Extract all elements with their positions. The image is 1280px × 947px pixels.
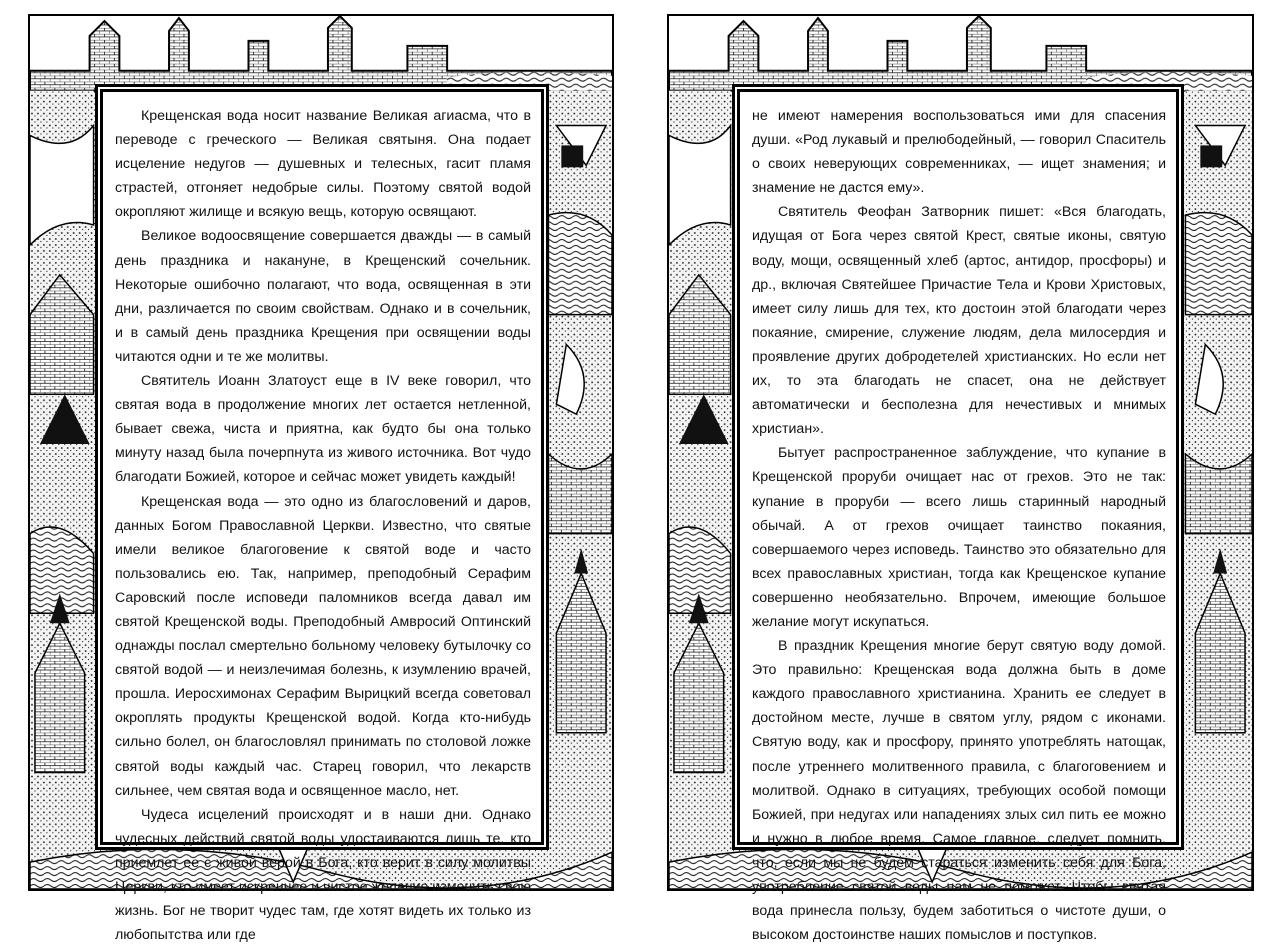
paragraph: Крещенская вода — это одно из благословений и даров, данных Богом Православной Церкви. Известно, что святые имели великое благоговение к святой воде и часто пользовались ею. Так, например, преподобный Серафим Саровский после исповеди паломников всегда давал им святой Крещенской воды. Преподобный Амвросий Оптинский однажды послал смертельно больному человеку бутылочку со святой водой — и неизлечимая болезнь, к изумлению врачей, прошла. Иеросхимонах Серафим Вырицкий всегда советовал окроплять продукты Крещенской водой. Когда кто-нибудь сильно болел, он благословлял принимать по столовой ложке святой воды каждый час. Старец говорил, что лекарств сильнее, чем святая вода и освященное масло, нет. [115, 493, 531, 799]
paragraph: В праздник Крещения многие берут святую воду домой. Это правильно: Крещенская вода должна быть в доме каждого православного христианина. Хранить ее следует в достойном месте, лучше в святом углу, рядом с иконами. Святую воду, как и просфору, принято употреблять натощак, после утреннего молитвенного правила, с благоговением и молитвой. Однако в ситуациях, требующих особой помощи Божией, при недугах или нападениях злых сил пить ее можно и нужно в любое время. Самое главное, следует помнить, что, если мы не будем стараться изменить себя для Бога, употребление святой воды нам не поможет. Чтобы святая вода принесла пользу, будем заботиться о чистоте души, о высоком достоинстве наших помыслов и поступков. [752, 638, 1166, 944]
paragraph: Святитель Феофан Затворник пишет: «Вся благодать, идущая от Бога через святой Крест, святые иконы, святую воду, мощи, освященный хлеб (артос, антидор, просфоры) и др., включая Святейшее Причастие Тела и Крови Христовых, имеет силу лишь для тех, кто достоин этой благодати через покаяние, смирение, служение людям, дела милосердия и проявление других добродетелей христианских. Но если нет их, то эта благодать не спасет, она не действует автоматически и бесполезна для нечестивых и мнимых христиан». [752, 204, 1166, 438]
text-frame [100, 89, 544, 944]
page-text [752, 104, 1166, 947]
paragraph: Крещенская вода носит название Великая агиасма, что в переводе с греческого — Великая святыня. Она подает исцеление недугов — душевных и телесных, гасит пламя страстей, отгоняет недобрые силы. Поэтому святой водой окропляют жилище и всякую вещь, которую освящают. [115, 108, 531, 221]
paragraph: Великое водоосвящение совершается дважды — в самый день праздника и накануне, в Крещенский сочельник. Некоторые ошибочно полагают, что вода, освященная в эти дни, различается по своим свойствам. Однако и в сочельник, и в самый день праздника Крещения при освящении воды читаются одни и те же молитвы. [115, 228, 531, 365]
paragraph: не имеют намерения воспользоваться ими для спасения души. «Род лукавый и прелюбодейный, — говорил Спаситель о своих неверующих современниках, — ищет знамения; и знамение не дастся ему». [752, 108, 1166, 197]
paragraph: Бытует распространенное заблуждение, что купание в Крещенской проруби очищает нас от грехов. Это не так: купание в проруби — всего лишь старинный народный обычай. А от грехов очищает таинство покаяния, совершаемого через исповедь. Таинство это обязательно для всех православных христиан, тогда как Крещенское купание совершенно необязательно. Впрочем, имеющие большое желание могут искупаться. [752, 445, 1166, 630]
left-page [28, 14, 614, 944]
paragraph: Чудеса исцелений происходят и в наши дни. Однако чудесных действий святой воды удостаиваются лишь те, кто приемлет ее с живой верой в Бога, кто верит в силу молитвы Церкви, кто имеет искреннее и чистое желание изменить свою жизнь. Бог не творит чудес там, где хотят видеть их только из любопытства или где [115, 806, 531, 944]
text-frame [737, 89, 1179, 944]
paragraph: Святитель Иоанн Златоуст еще в IV веке говорил, что святая вода в продолжение многих лет остается нетленной, бывает свежа, чиста и приятна, как будто бы она только минуту назад была почерпнута из живого источника. Вот чудо благодати Божией, которое и сейчас может увидеть каждый! [115, 373, 531, 486]
page-text [115, 104, 531, 947]
right-page [667, 14, 1254, 944]
